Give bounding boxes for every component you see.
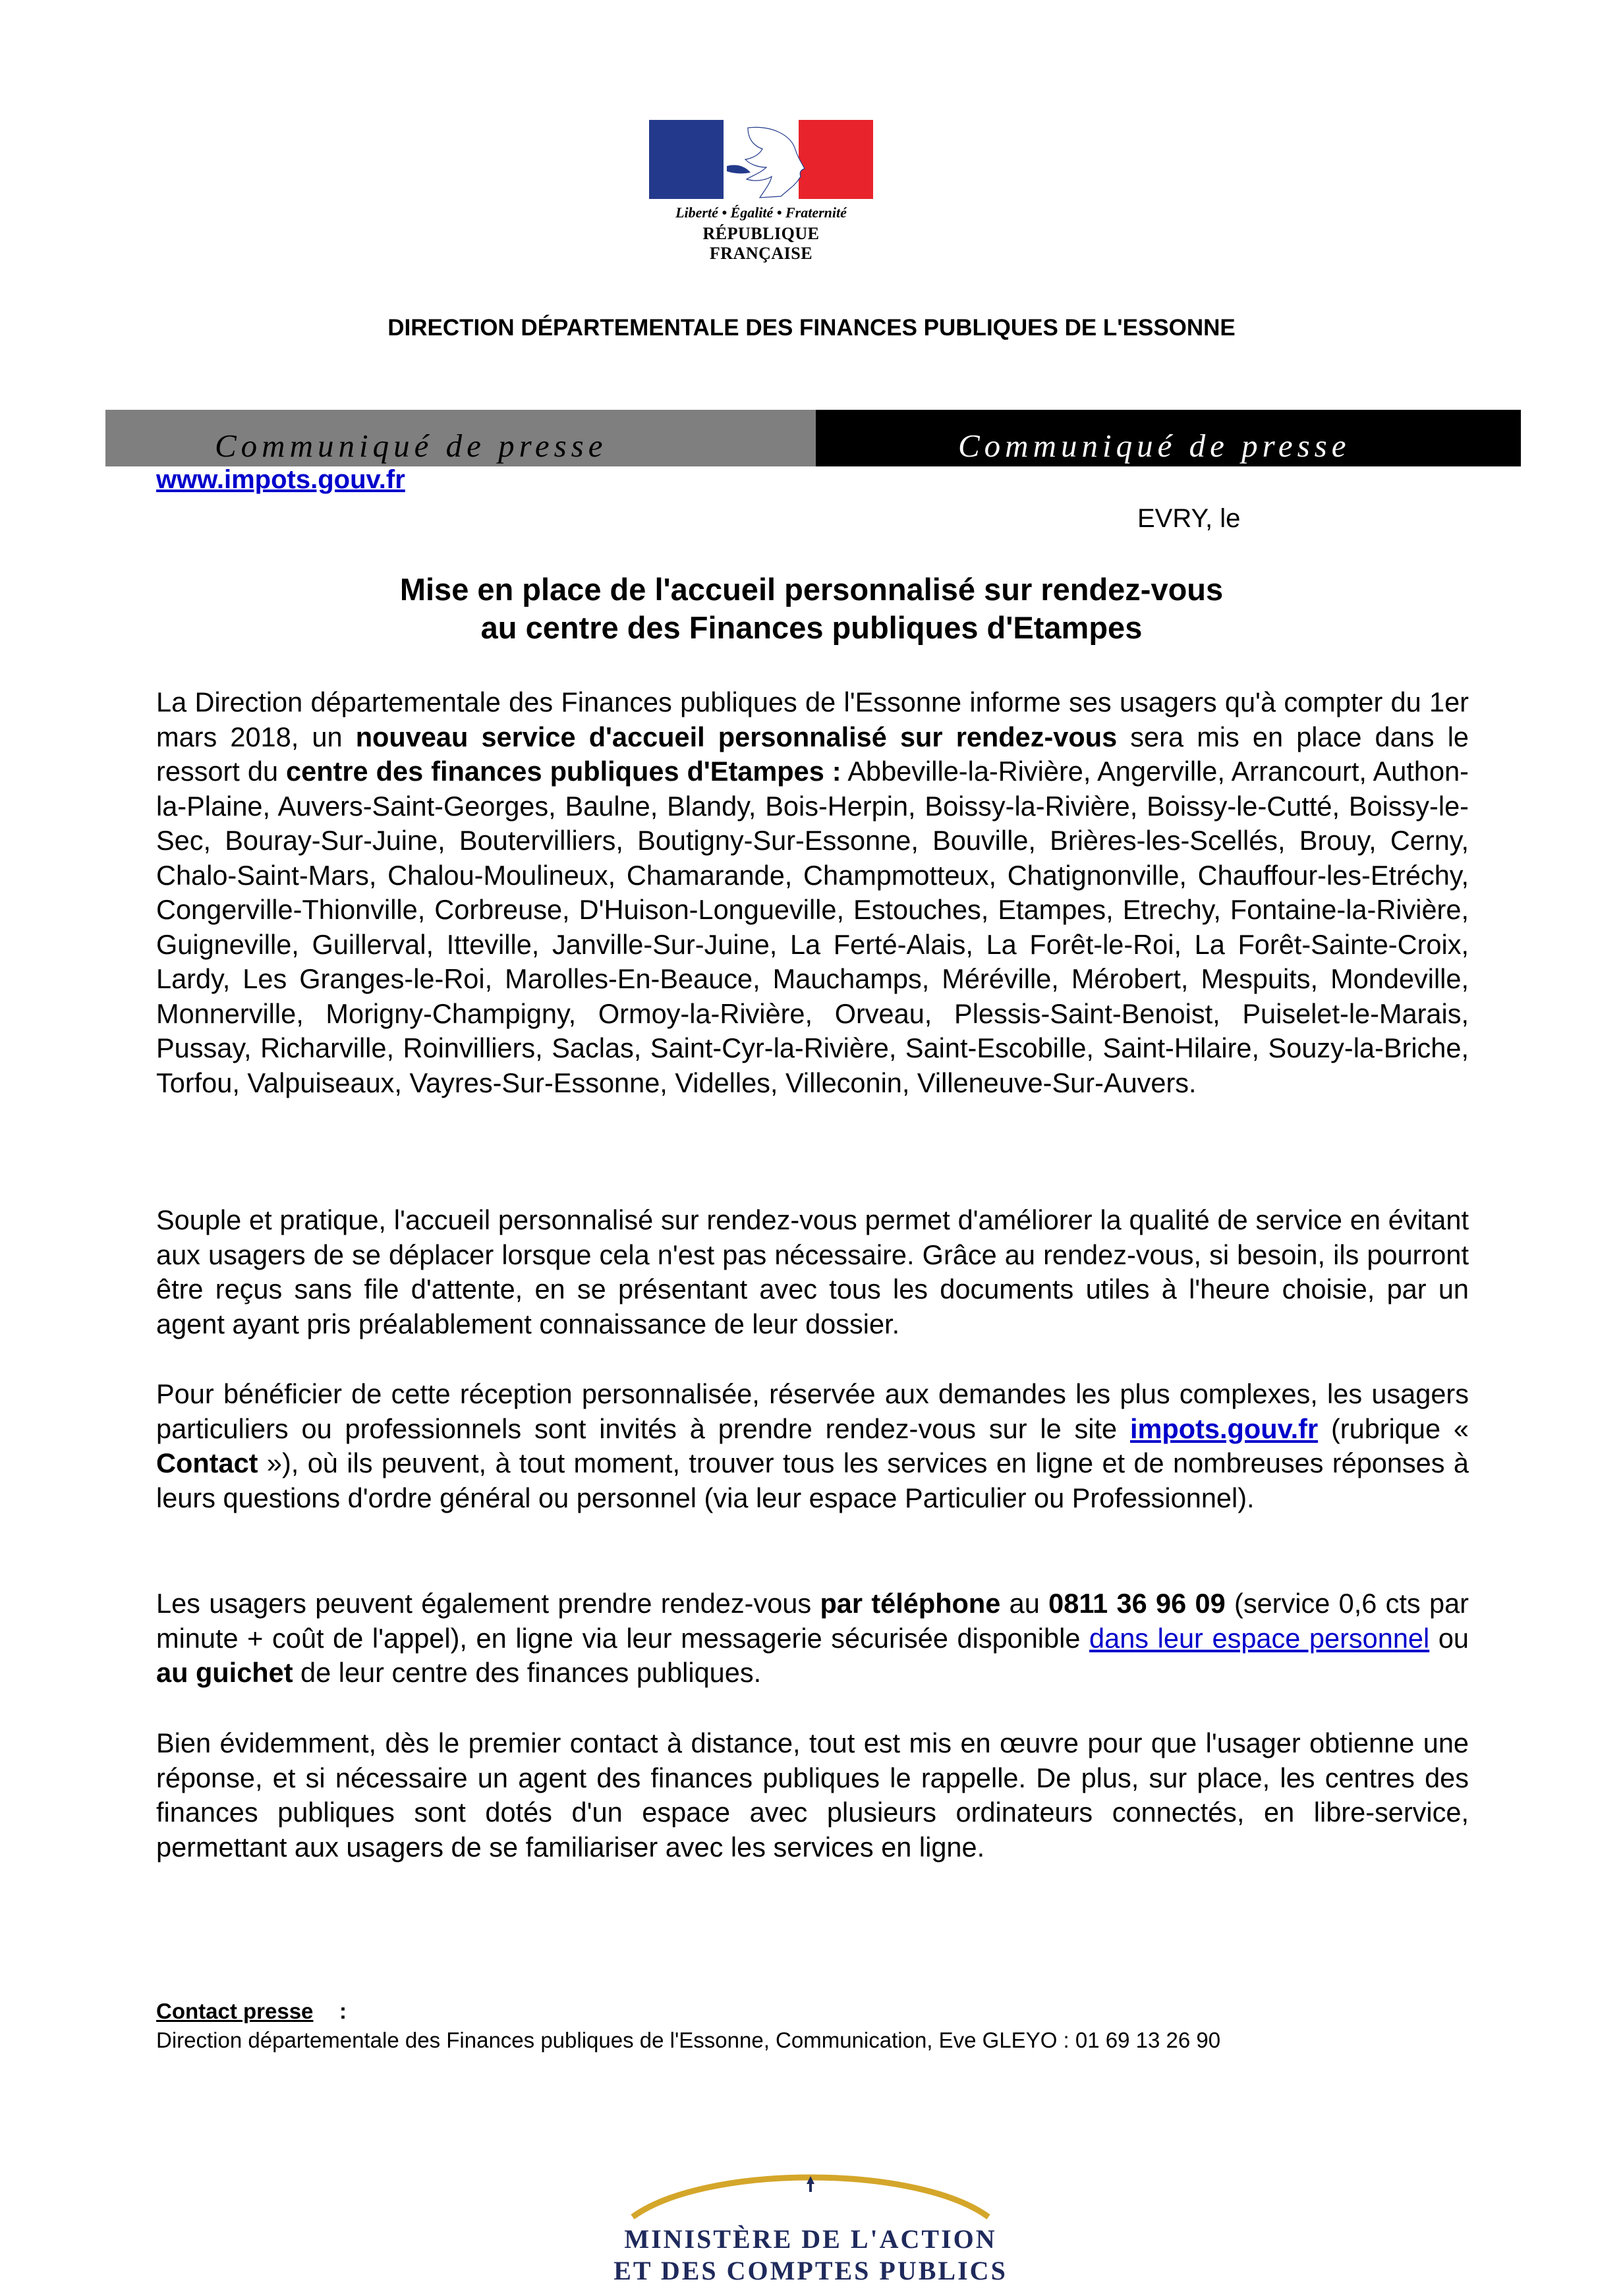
p4-text-3: (service 0,6 cts par minute + coût de l'appel), en ligne via leur messagerie sécurisée disponible	[156, 1588, 1469, 1654]
band-right	[816, 410, 1521, 466]
title-line-2: au centre des Finances publiques d'Etampes	[480, 610, 1143, 645]
ministry-arc-icon	[593, 2151, 1028, 2224]
paragraph-intro	[156, 685, 1469, 1100]
ministry-name-line-1: MINISTÈRE DE L'ACTION	[624, 2224, 997, 2254]
paragraph-benefits: Souple et pratique, l'accueil personnalisé sur rendez-vous permet d'améliorer la qualité de service en évitant aux usagers de se déplacer lorsque cela n'est pas nécessaire. Grâce au rendez-vous, si besoin, ils pourront être reçus sans file d'attente, en se présentant avec tous les documents utiles à l'heure choisie, par un agent ayant pris préalablement connaissance de leur dossier.	[156, 1204, 1469, 1339]
p4-text-4: ou	[1429, 1622, 1469, 1654]
contact-colon: :	[339, 1999, 347, 2023]
paragraph-booking-phone	[156, 1586, 1469, 1691]
impots-link[interactable]: impots.gouv.fr	[1129, 1413, 1319, 1444]
p4-text-1: Les usagers peuvent également prendre rendez-vous	[156, 1588, 820, 1619]
p1-text-1: La Direction départementale des Finances publiques de l'Essonne informe ses usagers qu'à compter du 1er mars 2018, un	[156, 686, 1469, 752]
p1-text-3: Abbeville-la-Rivière, Angerville, Arrancourt, Authon-la-Plaine, Auvers-Saint-Georges, Baulne, Blandy, Bois-Herpin, Boissy-la-Rivière, Boissy-le-Cutté, Boissy-le-Sec, Bouray-Sur-Juine, Boutervilliers, Boutigny-Sur-Essonne, Bouville, Brières-les-Scellés, Brouy, Cerny, Chalo-Saint-Mars, Chalou-Moulineux, Chamarande, Champmotteux, Chatignonville, Chauffour-les-Etréchy, Congerville-Thionville, Corbreuse, D'Huison-Longueville, Estouches, Etampes, Etrechy, Fontaine-la-Rivière, Guigneville, Guillerval, Itteville, Janville-Sur-Juine, La Ferté-Alais, La Forêt-le-Roi, La Forêt-Sainte-Croix, Lardy, Les Granges-le-Roi, Marolles-En-Beauce, Mauchamps, Méréville, Mérobert, Mespuits, Mondeville, Monnerville, Morigny-Champigny, Ormoy-la-Rivière, Orveau, Plessis-Saint-Benoist, Puiselet-le-Marais, Pussay, Richarville, Roinvilliers, Saclas, Saint-Cyr-la-Rivière, Saint-Escobille, Saint-Hilaire, Souzy-la-Briche, Torfou, Valpuiseaux, Vayres-Sur-Essonne, Videlles, Villeconin, Villeneuve-Sur-Auvers.	[156, 756, 1469, 1098]
band-left-label: Communiqué de presse	[215, 428, 608, 464]
marianne-flag-icon	[649, 120, 873, 199]
p3-text-2: (rubrique «	[1318, 1413, 1469, 1444]
contact-details: Direction départementale des Finances publiques de l'Essonne, Communication, Eve GLEYO : 01 69 13 26 90	[156, 2028, 1221, 2052]
title-line-1: Mise en place de l'accueil personnalisé sur rendez-vous	[399, 572, 1224, 607]
page-title	[0, 571, 1623, 647]
ministry-name-line-2: ET DES COMPTES PUBLICS	[613, 2256, 1008, 2285]
band-left	[105, 410, 816, 466]
website-link[interactable]: www.impots.gouv.fr	[156, 465, 405, 494]
place-date: EVRY, le	[1137, 504, 1241, 533]
logo-republique-francaise: RÉPUBLIQUE FRANÇAISE	[702, 224, 820, 263]
band-right-label: Communiqué de presse	[958, 428, 1351, 464]
p4-bold-number: 0811 36 96 09	[1048, 1588, 1226, 1619]
marianne-logo	[649, 120, 873, 263]
p3-text-3: »), où ils peuvent, à tout moment, trouver tous les services en ligne et de nombreuses réponses à leurs questions d'ordre général ou personnel (via leur espace Particulier ou Professionnel).	[156, 1447, 1469, 1513]
paragraph-booking-online	[156, 1377, 1469, 1515]
direction-heading: DIRECTION DÉPARTEMENTALE DES FINANCES PUBLIQUES DE L'ESSONNE	[387, 315, 1236, 341]
ministry-logo	[593, 2151, 1028, 2283]
p1-text-2: sera mis en place dans le ressort du	[156, 721, 1469, 787]
p3-text-1: Pour bénéficier de cette réception personnalisée, réservée aux demandes les plus complexes, les usagers particuliers ou professionnels sont invités à prendre rendez-vous sur le site	[156, 1378, 1469, 1444]
press-release-band	[105, 410, 1521, 466]
p4-bold-guichet: au guichet	[156, 1657, 293, 1688]
logo-motto: Liberté • Égalité • Fraternité	[675, 204, 847, 221]
personal-space-link[interactable]: dans leur espace personnel	[1089, 1622, 1430, 1654]
p4-bold-phone: par téléphone	[820, 1588, 1001, 1619]
p1-bold-1: nouveau service d'accueil personnalisé sur rendez-vous	[355, 721, 1118, 752]
p3-bold-contact: Contact	[156, 1447, 258, 1478]
p4-text-2: au	[1000, 1588, 1049, 1619]
p4-text-5: de leur centre des finances publiques.	[293, 1657, 762, 1688]
contact-label: Contact presse	[156, 1999, 314, 2023]
p1-bold-2: centre des finances publiques d'Etampes :	[286, 756, 841, 787]
paragraph-follow-up: Bien évidemment, dès le premier contact à distance, tout est mis en œuvre pour que l'usager obtienne une réponse, et si nécessaire un agent des finances publiques le rappelle. De plus, sur place, les centres des finances publiques sont dotés d'un espace avec plusieurs ordinateurs connectés, en libre-service, permettant aux usagers de se familiariser avec les services en ligne.	[156, 1727, 1469, 1862]
